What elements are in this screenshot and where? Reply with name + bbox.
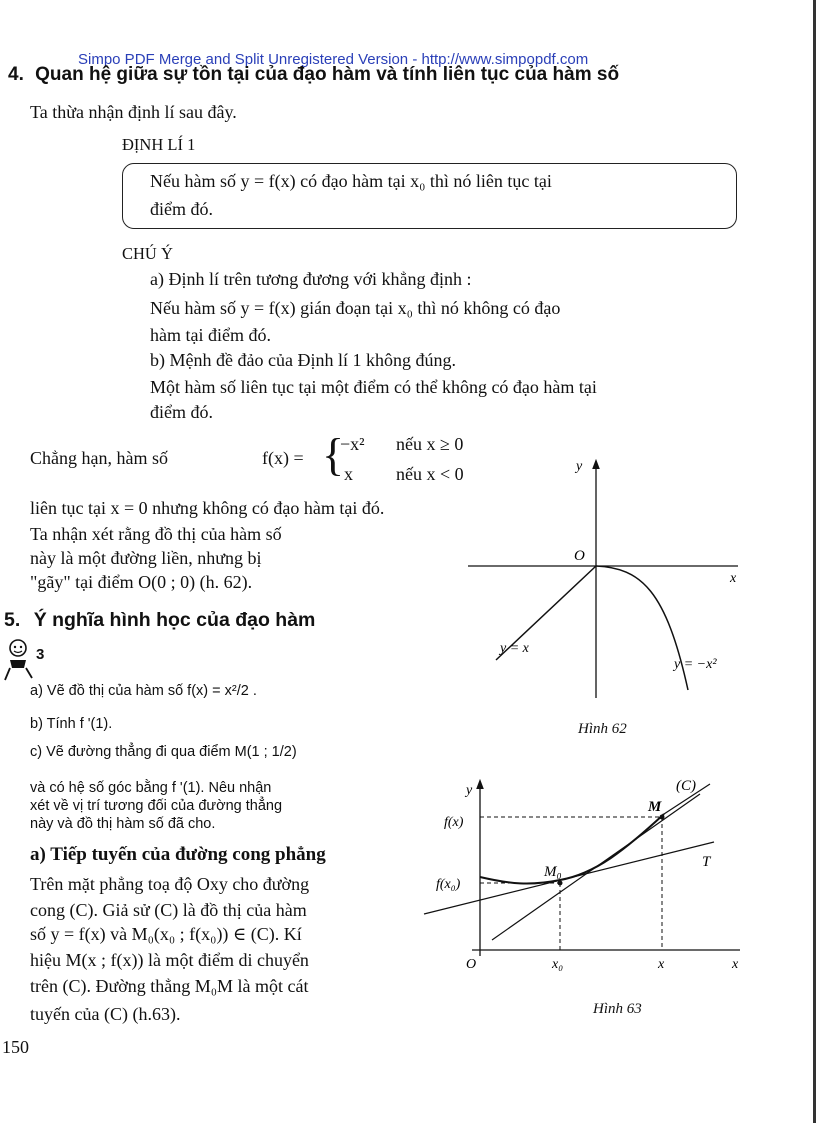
fx-label: f(x) [444,815,464,830]
section-5-title: Ý nghĩa hình học của đạo hàm [33,609,316,631]
y-axis-label: y [576,459,583,474]
example-fx: f(x) = [262,448,304,468]
page-number: 150 [2,1037,29,1057]
figure-63 [420,770,750,985]
tangent-line-t [424,842,714,914]
subsection-a-title: a) Tiếp tuyến của đường cong phẳng [30,844,326,865]
activity-c-line-1: c) Vẽ đường thẳng đi qua điểm M(1 ; 1/2) [30,744,297,760]
example-lead: Chẳng hạn, hàm số [30,448,168,468]
y-axis-label: y [466,783,473,798]
watermark: Simpo PDF Merge and Split Unregistered Version - http://www.simpopdf.com [78,51,589,68]
note-b-line-1: Một hàm số liên tục tại một điểm có thể không có đạo hàm tại [150,377,597,397]
note-label: CHÚ Ý [122,244,173,263]
note-b: b) Mệnh đề đảo của Định lí 1 không đúng. [150,350,456,370]
subsection-a-line-3: số y = f(x) và M₀(x₀ ; f(x₀)) ∈ (C). Kí [30,924,302,944]
origin-label: O [466,957,477,972]
x-axis-label: x [730,571,737,586]
note-a-line-2: hàm tại điểm đó. [150,325,271,345]
case-2-expression: x [344,464,353,484]
activity-c-line-2: và có hệ số góc bằng f '(1). Nêu nhận [30,780,272,796]
point-m [660,815,665,820]
section-4-title: Quan hệ giữa sự tồn tại của đạo hàm và tính liên tục của hàm số [35,64,620,85]
figure-63-caption: Hình 63 [593,1001,642,1017]
subsection-a-line-4: hiệu M(x ; f(x)) là một điểm di chuyển [30,950,309,970]
activity-b: b) Tính f '(1). [30,716,113,732]
figure-62 [466,450,756,750]
x0-tick-label: x₀ [552,957,564,972]
x-tick-label: x [658,957,665,972]
curve-label: (C) [676,778,696,794]
curve-label: y = −x² [674,657,717,672]
point-m0 [558,881,563,886]
secant-line [492,794,700,940]
case-2-condition: nếu x < 0 [396,464,464,484]
intro-text: Ta thừa nhận định lí sau đây. [30,102,237,122]
theorem-line-1: Nếu hàm số y = f(x) có đạo hàm tại x₀ thì nó liên tục tại [150,171,552,191]
example-line-5: "gãy" tại điểm O(0 ; 0) (h. 62). [30,572,253,592]
fx0-label: f(x₀) [436,877,461,892]
activity-c-line-4: này và đồ thị hàm số đã cho. [30,816,216,832]
figure-62-caption: Hình 62 [578,721,627,737]
m0-label: M₀ [544,864,562,880]
m-label: M [648,799,662,815]
theorem-line-2: điểm đó. [150,199,213,219]
example-line-3: Ta nhận xét rằng đồ thị của hàm số [30,524,282,544]
t-label: T [702,854,711,870]
note-a-line-1: Nếu hàm số y = f(x) gián đoạn tại x₀ thì nó không có đạo [150,298,561,318]
activity-icon [2,638,36,682]
activity-c-line-3: xét về vị trí tương đối của đường thẳng [30,798,283,814]
x-axis-label: x [732,957,739,972]
note-a: a) Định lí trên tương đương với khẳng định : [150,269,472,289]
line-label: y = x [500,641,529,656]
example-line-2: liên tục tại x = 0 nhưng không có đạo hàm tại đó. [30,498,385,518]
case-1-expression: −x² [340,434,365,454]
subsection-a-line-5: trên (C). Đường thẳng M₀M là một cát [30,976,309,996]
activity-a: a) Vẽ đồ thị của hàm số f(x) = x²/2 . [30,683,257,699]
subsection-a-line-1: Trên mặt phẳng toạ độ Oxy cho đường [30,874,310,894]
theorem-label: ĐỊNH LÍ 1 [122,135,196,154]
subsection-a-line-2: cong (C). Giả sử (C) là đồ thị của hàm [30,900,307,920]
activity-number: 3 [36,646,45,663]
note-b-line-2: điểm đó. [150,402,213,422]
section-5-number: 5. [4,609,21,631]
case-1-condition: nếu x ≥ 0 [396,434,464,454]
subsection-a-line-6: tuyến của (C) (h.63). [30,1004,181,1024]
section-5-heading [4,609,315,632]
section-4-heading [8,64,619,86]
section-4-number: 4. [8,64,24,85]
piecewise-brace: { [322,429,345,480]
origin-label: O [574,548,585,564]
example-line-4: này là một đường liền, nhưng bị [30,548,262,568]
curve-c [480,814,664,884]
